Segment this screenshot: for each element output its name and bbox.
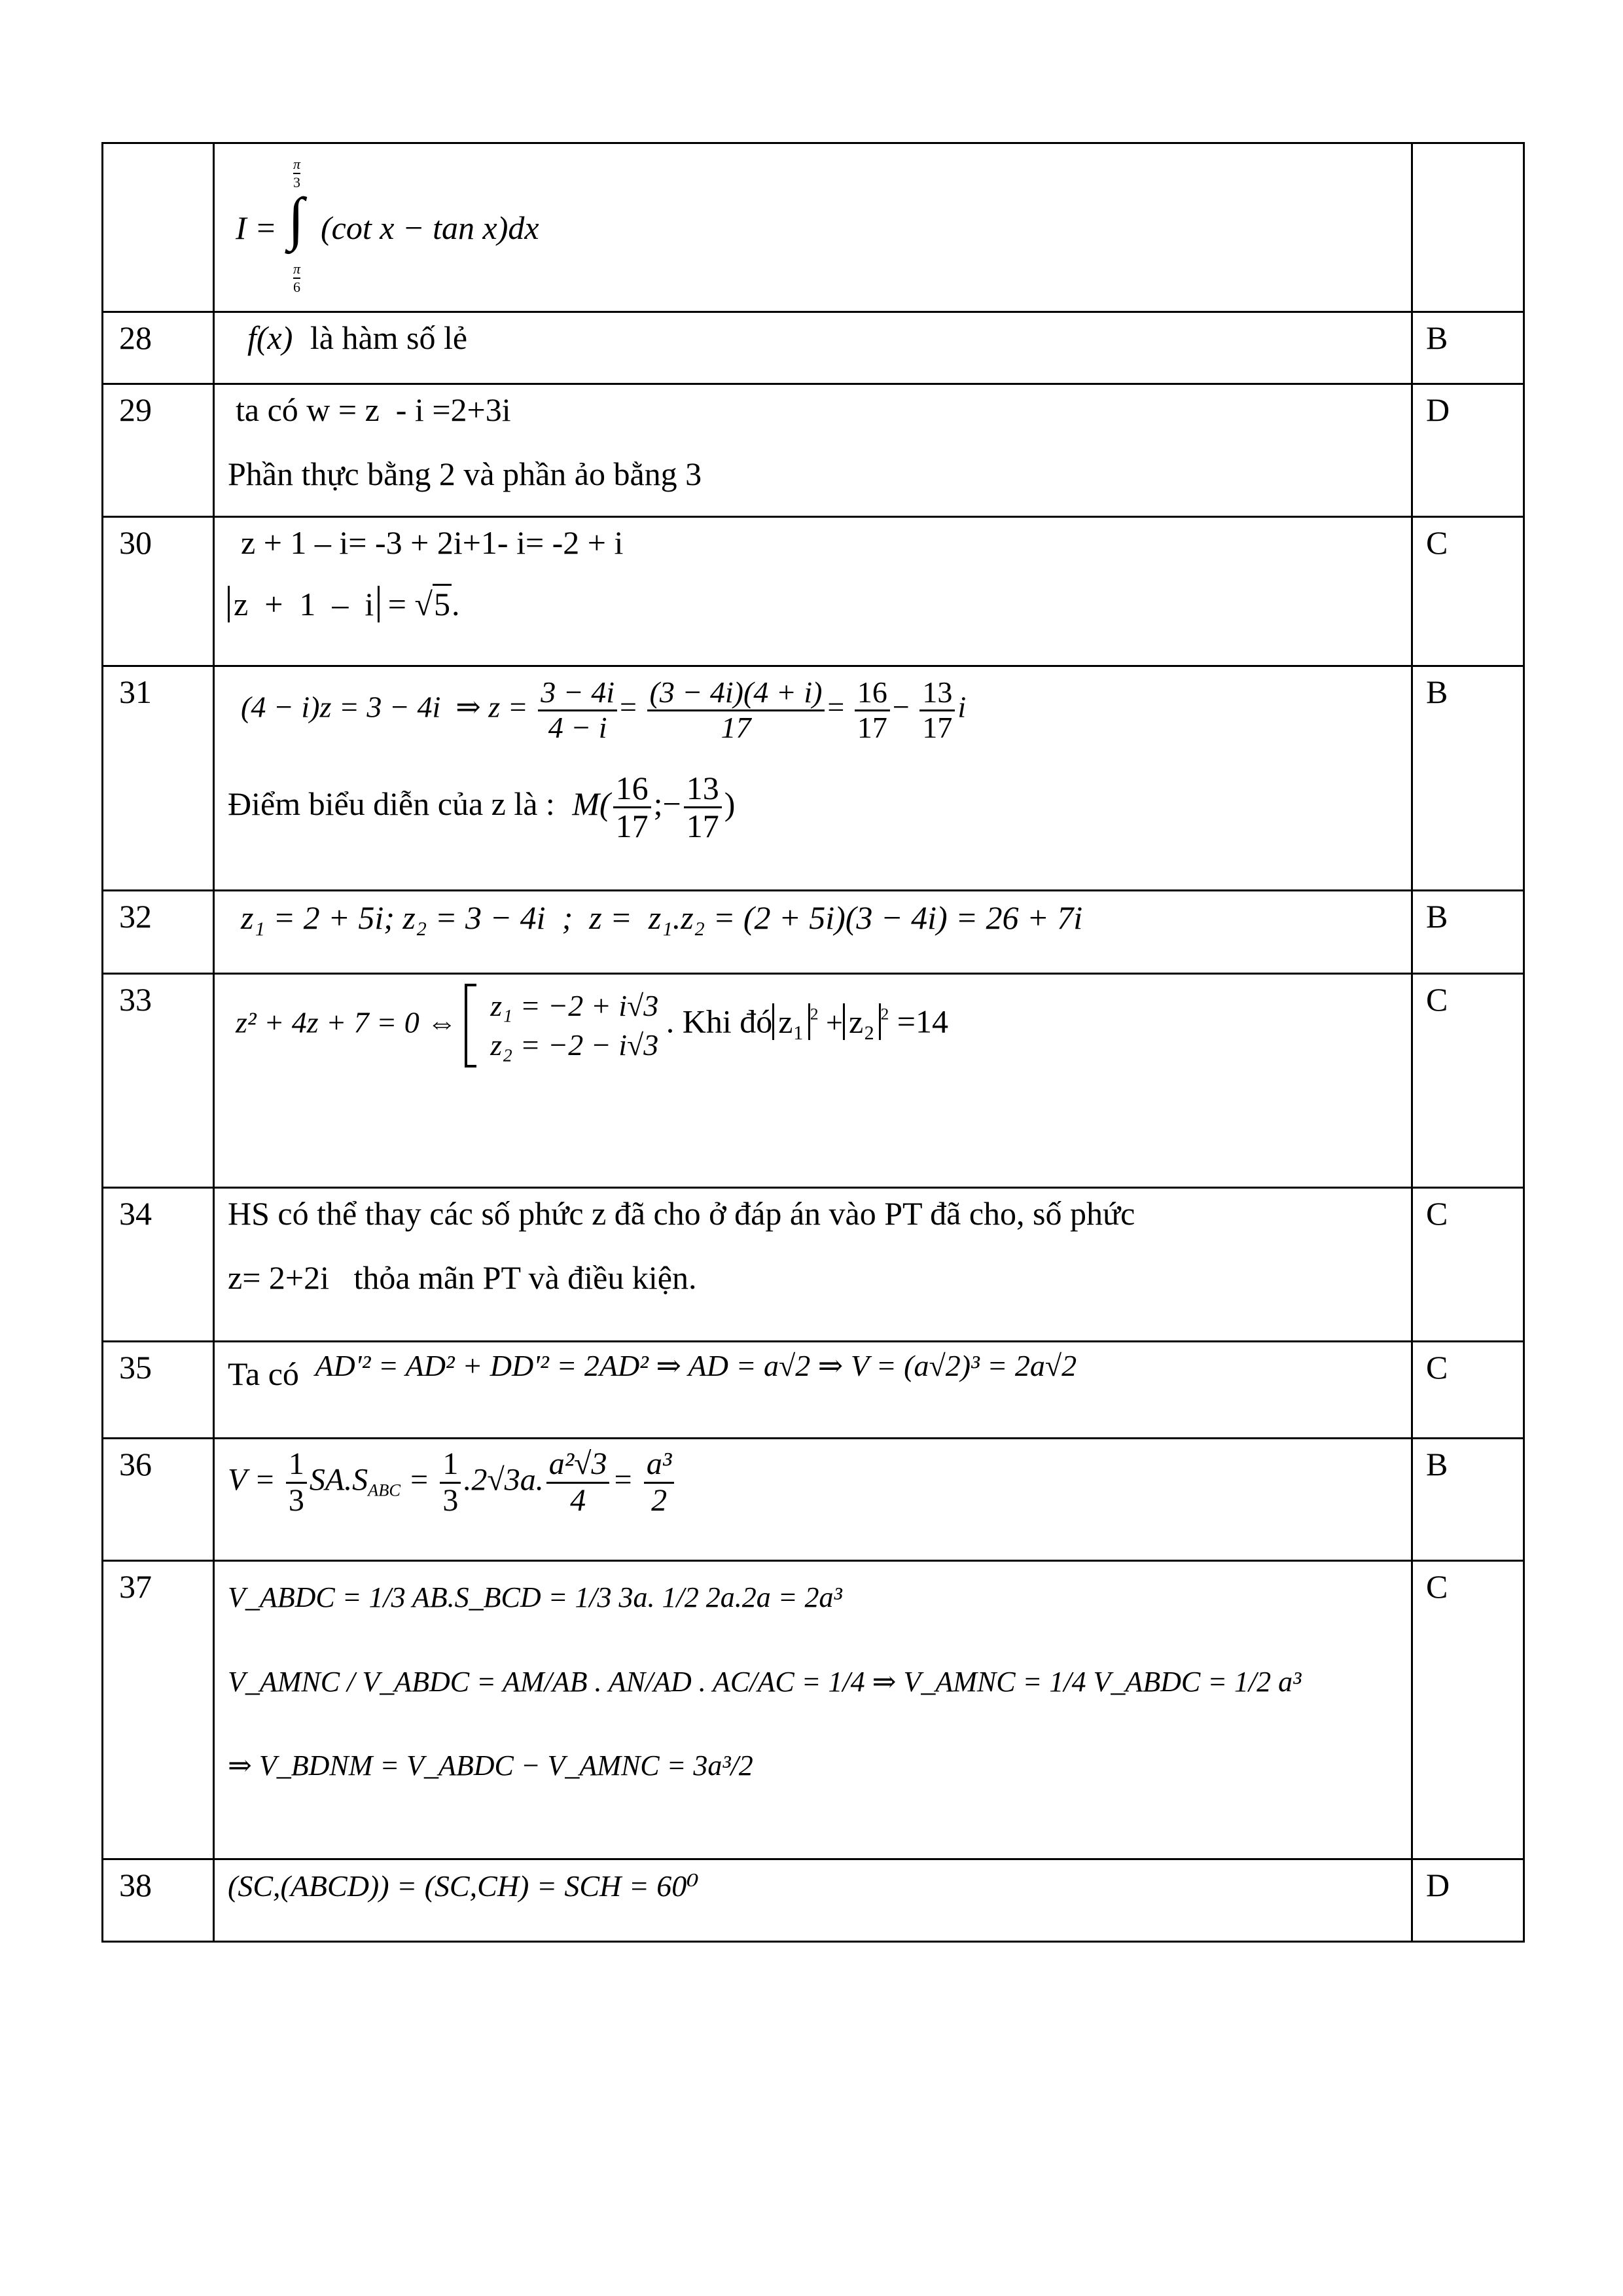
point-label: Điểm biểu diễn của z là : (228, 785, 555, 823)
question-number: 28 (103, 312, 214, 384)
fraction: $\frac{16}{17}$ (855, 676, 890, 744)
answer-letter: B (1412, 1439, 1524, 1561)
answer-letter: D (1412, 1859, 1524, 1942)
fraction: $\frac{1}{3}$ (286, 1447, 307, 1518)
solution-line: ⇒ V_BDNM = V_ABDC − V_AMNC = 3a³/2 (228, 1749, 753, 1782)
integrand: (cot x − tan x)dx (321, 209, 539, 246)
table-row (103, 1859, 1524, 1942)
solution-cell (214, 891, 1412, 974)
equation-lhs: (4 − i)z = 3 − 4i ⇒ z = (241, 690, 528, 724)
sqrt-value: 5 (433, 584, 452, 622)
question-number: 32 (103, 891, 214, 974)
solution-line: V_ABDC = 1/3 AB.S_BCD = 1/3 3a. 1/2 2a.2a = 2a³ (228, 1581, 842, 1613)
table-row (103, 974, 1524, 1188)
solution-cell: z² + 4z + 7 = 0 ⇔ z₁ = −2 + i√3 z₂ = −2 − i√3 . Khi đó z₁ $^2$ + z₂ $^2$ =14 (214, 974, 1412, 1188)
question-number: 31 (103, 666, 214, 891)
integral-lhs: I = (236, 209, 277, 246)
solution-cell (214, 517, 1412, 666)
solution-line: ta có w = z - i =2+3i (236, 391, 511, 428)
answer-letter (1412, 143, 1524, 312)
question-number: 36 (103, 1439, 214, 1561)
modulus-expression: z + 1 – i (228, 586, 380, 622)
term: SA.S (309, 1462, 368, 1498)
answer-letter: C (1412, 974, 1524, 1188)
solution-line: z + 1 – i= -3 + 2i+1- i= -2 + i (241, 524, 624, 561)
modulus: z₁ (772, 1003, 810, 1040)
question-number: 37 (103, 1561, 214, 1859)
term: .2√3a. (463, 1462, 544, 1498)
solution-line: z₁ = 2 + 5i; z₂ = 3 − 4i ; z = z₁.z₂ = (2 + 5i)(3 − 4i) = 26 + 7i (241, 899, 1083, 936)
question-number: 30 (103, 517, 214, 666)
solution-cell (214, 1561, 1412, 1859)
equals-sign: = (387, 585, 406, 622)
solution-cell: V = $\frac{1}{3}$ $SA.S_{ABC}$ = $\frac{1}{3}$ .2√3a. $\frac{\text{a²√3}}{4}$ = $\frac{\text{a³}}{2}$ (214, 1439, 1412, 1561)
fraction: $\frac{3 - 4i}{4 - i}$ (538, 676, 617, 744)
question-number: 34 (103, 1188, 214, 1342)
solution-line: V_AMNC / V_ABDC = AM/AB . AN/AD . AC/AC = 1/4 ⇒ V_AMNC = 1/4 V_ABDC = 1/2 a³ (228, 1665, 1302, 1698)
ta-co: Ta có (228, 1355, 299, 1392)
table-row (103, 143, 1524, 312)
answer-table (101, 142, 1525, 1943)
table-row (103, 666, 1524, 891)
fraction: $\frac{\text{a²√3}}{4}$ (546, 1447, 610, 1518)
solution-line: HS có thể thay các số phức z đã cho ở đáp án vào PT đã cho, số phức (228, 1195, 1135, 1232)
solution-cell (214, 143, 1412, 312)
fraction: $\frac{16}{17}$ (613, 770, 651, 844)
question-number: 29 (103, 384, 214, 517)
table-row (103, 1342, 1524, 1439)
answer-letter: C (1412, 1561, 1524, 1859)
lhs: V = (228, 1462, 276, 1498)
root: z₂ = −2 − i√3 (490, 1028, 659, 1062)
period: . (451, 585, 460, 622)
answer-letter: B (1412, 891, 1524, 974)
answer-letter: C (1412, 1188, 1524, 1342)
solution-line: Phần thực bằng 2 và phần ảo bằng 3 (228, 455, 702, 492)
table-row (103, 891, 1524, 974)
fraction: $\frac{1}{3}$ (440, 1447, 461, 1518)
answer-letter: B (1412, 666, 1524, 891)
answer-letter: C (1412, 1342, 1524, 1439)
point-name: M( (572, 785, 611, 823)
table-row (103, 312, 1524, 384)
answer-letter: B (1412, 312, 1524, 384)
solution-cell (214, 1342, 1412, 1439)
table-row (103, 1561, 1524, 1859)
separator: ;− (653, 785, 681, 823)
solution-cell (214, 312, 1412, 384)
solution-cell (214, 1188, 1412, 1342)
bracket (465, 984, 476, 1067)
root-system (490, 986, 658, 1065)
integral-sign: ∫ (288, 187, 304, 251)
root: z₁ = −2 + i√3 (490, 989, 659, 1022)
answer-letter: C (1412, 517, 1524, 666)
solution-cell: (4 − i)z = 3 − 4i ⇒ z = $\frac{3 - 4i}{4 - i}$ = $\frac{(3 - 4i)(4 + i)}{17}$ = $\frac{16}{17}$ − $\frac{13}{17}$ i Điểm biểu diễn của z là : M( $\frac{16}{17}$ ;− $\frac{13}{17}$ ) (214, 666, 1412, 891)
formula: AD'² = AD² + DD'² = 2AD² ⇒ AD = a√2 ⇒ V = (a√2)³ = 2a√2 (315, 1349, 1077, 1382)
function-name: f(x) (247, 319, 293, 356)
fraction: $\frac{(3 - 4i)(4 + i)}{17}$ (647, 676, 825, 744)
fraction: $\frac{13}{17}$ (684, 770, 722, 844)
table-row (103, 1188, 1524, 1342)
solution-cell (214, 384, 1412, 517)
subscript: ABC (368, 1480, 401, 1500)
result: =14 (889, 1003, 948, 1040)
table-row (103, 517, 1524, 666)
answer-letter: D (1412, 384, 1524, 517)
khi-do: . Khi đó (666, 1003, 773, 1040)
equation-lhs: z² + 4z + 7 = 0 ⇔ (236, 1005, 457, 1039)
lower-limit: π 6 (293, 260, 301, 295)
fraction: $\frac{13}{17}$ (919, 676, 955, 744)
solution-text: là hàm số lẻ (310, 319, 468, 356)
equals-sign: = (408, 1462, 430, 1498)
table-row (103, 1439, 1524, 1561)
question-number: 33 (103, 974, 214, 1188)
solution-cell (214, 1859, 1412, 1942)
fraction: $\frac{\text{a³}}{2}$ (644, 1447, 674, 1518)
sqrt-expression: √5 (415, 584, 452, 622)
question-number (103, 143, 214, 312)
solution-line: (SC,(ABCD)) = (SC,CH) = SCH = 60⁰ (228, 1869, 699, 1903)
close-paren: ) (724, 785, 736, 823)
question-number: 35 (103, 1342, 214, 1439)
table-row (103, 384, 1524, 517)
solution-line: z= 2+2i thỏa mãn PT và điều kiện. (228, 1259, 697, 1296)
modulus: z₂ (843, 1003, 881, 1040)
upper-limit: π 3 (293, 156, 301, 190)
question-number: 38 (103, 1859, 214, 1942)
